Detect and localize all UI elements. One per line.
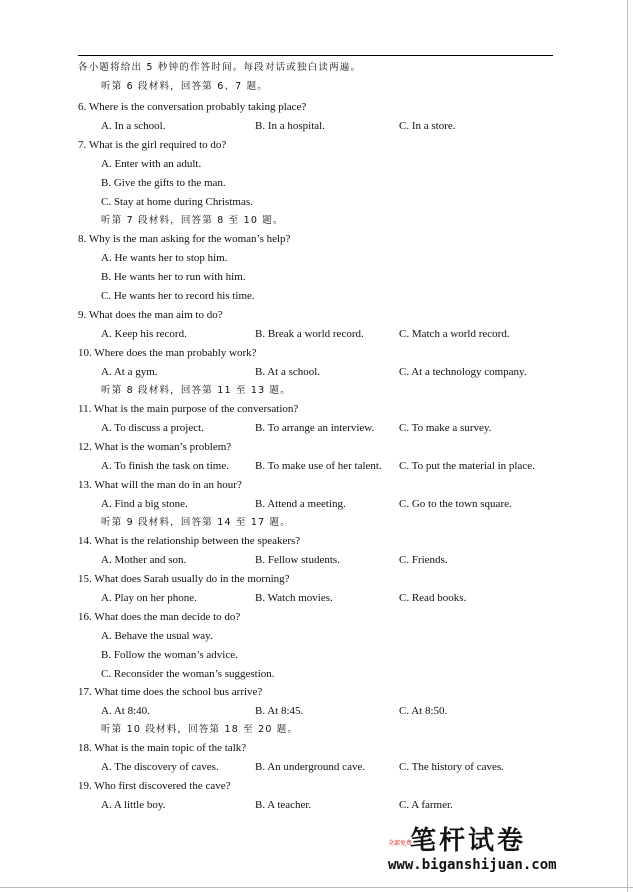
- section-instruction: 听第 8 段材料，回答第 11 至 13 题。: [101, 385, 291, 396]
- footer-logo: [388, 826, 557, 876]
- question-number: 8.: [78, 233, 87, 245]
- option-c[interactable]: C. To make a survey.: [399, 422, 492, 434]
- option-b[interactable]: B. To make use of her talent.: [255, 460, 382, 472]
- question-15: [78, 570, 598, 589]
- question-number: 14.: [78, 535, 92, 547]
- question-14: [78, 532, 598, 551]
- options-row: [78, 551, 598, 570]
- option-b[interactable]: B. An underground cave.: [255, 761, 366, 773]
- question-number: 11.: [78, 403, 92, 415]
- page-border-right: [627, 0, 628, 892]
- question-11: [78, 400, 598, 419]
- question-text: What is the main topic of the talk?: [94, 742, 247, 754]
- option-b[interactable]: B. Attend a meeting.: [255, 498, 346, 510]
- option-b[interactable]: B. At 8:45.: [255, 705, 304, 717]
- option-a[interactable]: A. Play on her phone.: [101, 592, 197, 604]
- option-a[interactable]: A. In a school.: [101, 120, 166, 132]
- option-c[interactable]: C. At 8:50.: [399, 705, 448, 717]
- question-9: [78, 306, 598, 325]
- options-row: [78, 419, 598, 438]
- question-text: What does the man aim to do?: [88, 309, 223, 321]
- option-c[interactable]: C. The history of caves.: [399, 761, 504, 773]
- section-instruction: 听第 7 段材料，回答第 8 至 10 题。: [101, 215, 284, 226]
- section-instruction: 听第 6 段材料，回答第 6、7 题。: [101, 81, 269, 92]
- options-row: [78, 117, 598, 136]
- option-a[interactable]: A. Find a big stone.: [101, 498, 188, 510]
- question-text: What time does the school bus arrive?: [94, 686, 263, 698]
- footer-url[interactable]: www.biganshijuan.com: [388, 857, 557, 873]
- question-text: Where is the conversation probably taking place?: [88, 101, 307, 113]
- question-number: 6.: [78, 101, 87, 113]
- option-b[interactable]: B. He wants her to run with him.: [101, 271, 246, 283]
- option-a[interactable]: A. A little boy.: [101, 799, 166, 811]
- question-number: 15.: [78, 573, 92, 585]
- options-row: [78, 457, 598, 476]
- question-number: 18.: [78, 742, 92, 754]
- question-text: What does the man decide to do?: [94, 611, 241, 623]
- question-number: 10.: [78, 347, 92, 359]
- header-rule: [78, 55, 553, 56]
- footer-tagline: 全部免费: [388, 840, 413, 847]
- question-text: What is the main purpose of the conversation?: [93, 403, 299, 415]
- option-b[interactable]: B. A teacher.: [255, 799, 312, 811]
- option-c[interactable]: C. He wants her to record his time.: [101, 290, 255, 302]
- question-13: [78, 476, 598, 495]
- options-row: [78, 589, 598, 608]
- question-number: 17.: [78, 686, 92, 698]
- options-row: [78, 495, 598, 514]
- options-row: [78, 702, 598, 721]
- question-19: [78, 777, 598, 796]
- question-text: Why is the man asking for the woman’s help?: [88, 233, 291, 245]
- option-c[interactable]: C. Friends.: [399, 554, 448, 566]
- option-c[interactable]: C. A farmer.: [399, 799, 453, 811]
- page-border-bottom: [0, 887, 633, 888]
- question-text: What is the girl required to do?: [88, 139, 227, 151]
- option-a[interactable]: A. At 8:40.: [101, 705, 150, 717]
- option-b[interactable]: B. Fellow students.: [255, 554, 340, 566]
- option-c[interactable]: C. To put the material in place.: [399, 460, 535, 472]
- question-number: 7.: [78, 139, 87, 151]
- option-a[interactable]: A. He wants her to stop him.: [101, 252, 228, 264]
- option-a[interactable]: A. The discovery of caves.: [101, 761, 219, 773]
- question-number: 13.: [78, 479, 92, 491]
- option-a[interactable]: A. To discuss a project.: [101, 422, 204, 434]
- option-a[interactable]: A. Behave the usual way.: [101, 630, 213, 642]
- options-row: [78, 796, 598, 815]
- question-text: Who first discovered the cave?: [94, 780, 231, 792]
- options-row: [78, 363, 598, 382]
- footer-brand: 笔杆试卷: [410, 826, 527, 856]
- question-7: [78, 136, 598, 155]
- option-c[interactable]: C. Read books.: [399, 592, 467, 604]
- section-instruction: 听第 10 段材料，回答第 18 至 20 题。: [101, 724, 299, 735]
- option-c[interactable]: C. Reconsider the woman’s suggestion.: [101, 668, 275, 680]
- question-text: What does Sarah usually do in the morning?: [94, 573, 290, 585]
- question-17: [78, 683, 598, 702]
- question-text: Where does the man probably work?: [94, 347, 257, 359]
- question-10: [78, 344, 598, 363]
- option-b[interactable]: B. Watch movies.: [255, 592, 333, 604]
- question-8: [78, 230, 598, 249]
- option-a[interactable]: A. Keep his record.: [101, 328, 187, 340]
- option-a[interactable]: A. To finish the task on time.: [101, 460, 229, 472]
- question-text: What will the man do in an hour?: [94, 479, 242, 491]
- intro-text: 各小题将给出 5 秒钟的作答时间。每段对话或独白读两遍。: [78, 62, 362, 73]
- option-b[interactable]: B. In a hospital.: [255, 120, 325, 132]
- options-row: [78, 758, 598, 777]
- option-b[interactable]: B. Give the gifts to the man.: [101, 177, 226, 189]
- section-instruction: 听第 9 段材料，回答第 14 至 17 题。: [101, 517, 291, 528]
- question-6: [78, 98, 598, 117]
- option-c[interactable]: C. At a technology company.: [399, 366, 527, 378]
- question-number: 9.: [78, 309, 87, 321]
- option-b[interactable]: B. At a school.: [255, 366, 321, 378]
- option-b[interactable]: B. Follow the woman’s advice.: [101, 649, 238, 661]
- question-16: [78, 608, 598, 627]
- question-number: 16.: [78, 611, 92, 623]
- option-a[interactable]: A. Enter with an adult.: [101, 158, 202, 170]
- question-text: What is the woman’s problem?: [94, 441, 232, 453]
- option-b[interactable]: B. To arrange an interview.: [255, 422, 375, 434]
- option-b[interactable]: B. Break a world record.: [255, 328, 364, 340]
- question-18: [78, 739, 598, 758]
- options-row: [78, 325, 598, 344]
- option-c[interactable]: C. Match a world record.: [399, 328, 510, 340]
- option-a[interactable]: A. Mother and son.: [101, 554, 187, 566]
- option-c[interactable]: C. In a store.: [399, 120, 456, 132]
- question-12: [78, 438, 598, 457]
- option-c[interactable]: C. Stay at home during Christmas.: [101, 196, 253, 208]
- question-number: 19.: [78, 780, 92, 792]
- question-text: What is the relationship between the speakers?: [94, 535, 301, 547]
- question-number: 12.: [78, 441, 92, 453]
- option-a[interactable]: A. At a gym.: [101, 366, 158, 378]
- option-c[interactable]: C. Go to the town square.: [399, 498, 512, 510]
